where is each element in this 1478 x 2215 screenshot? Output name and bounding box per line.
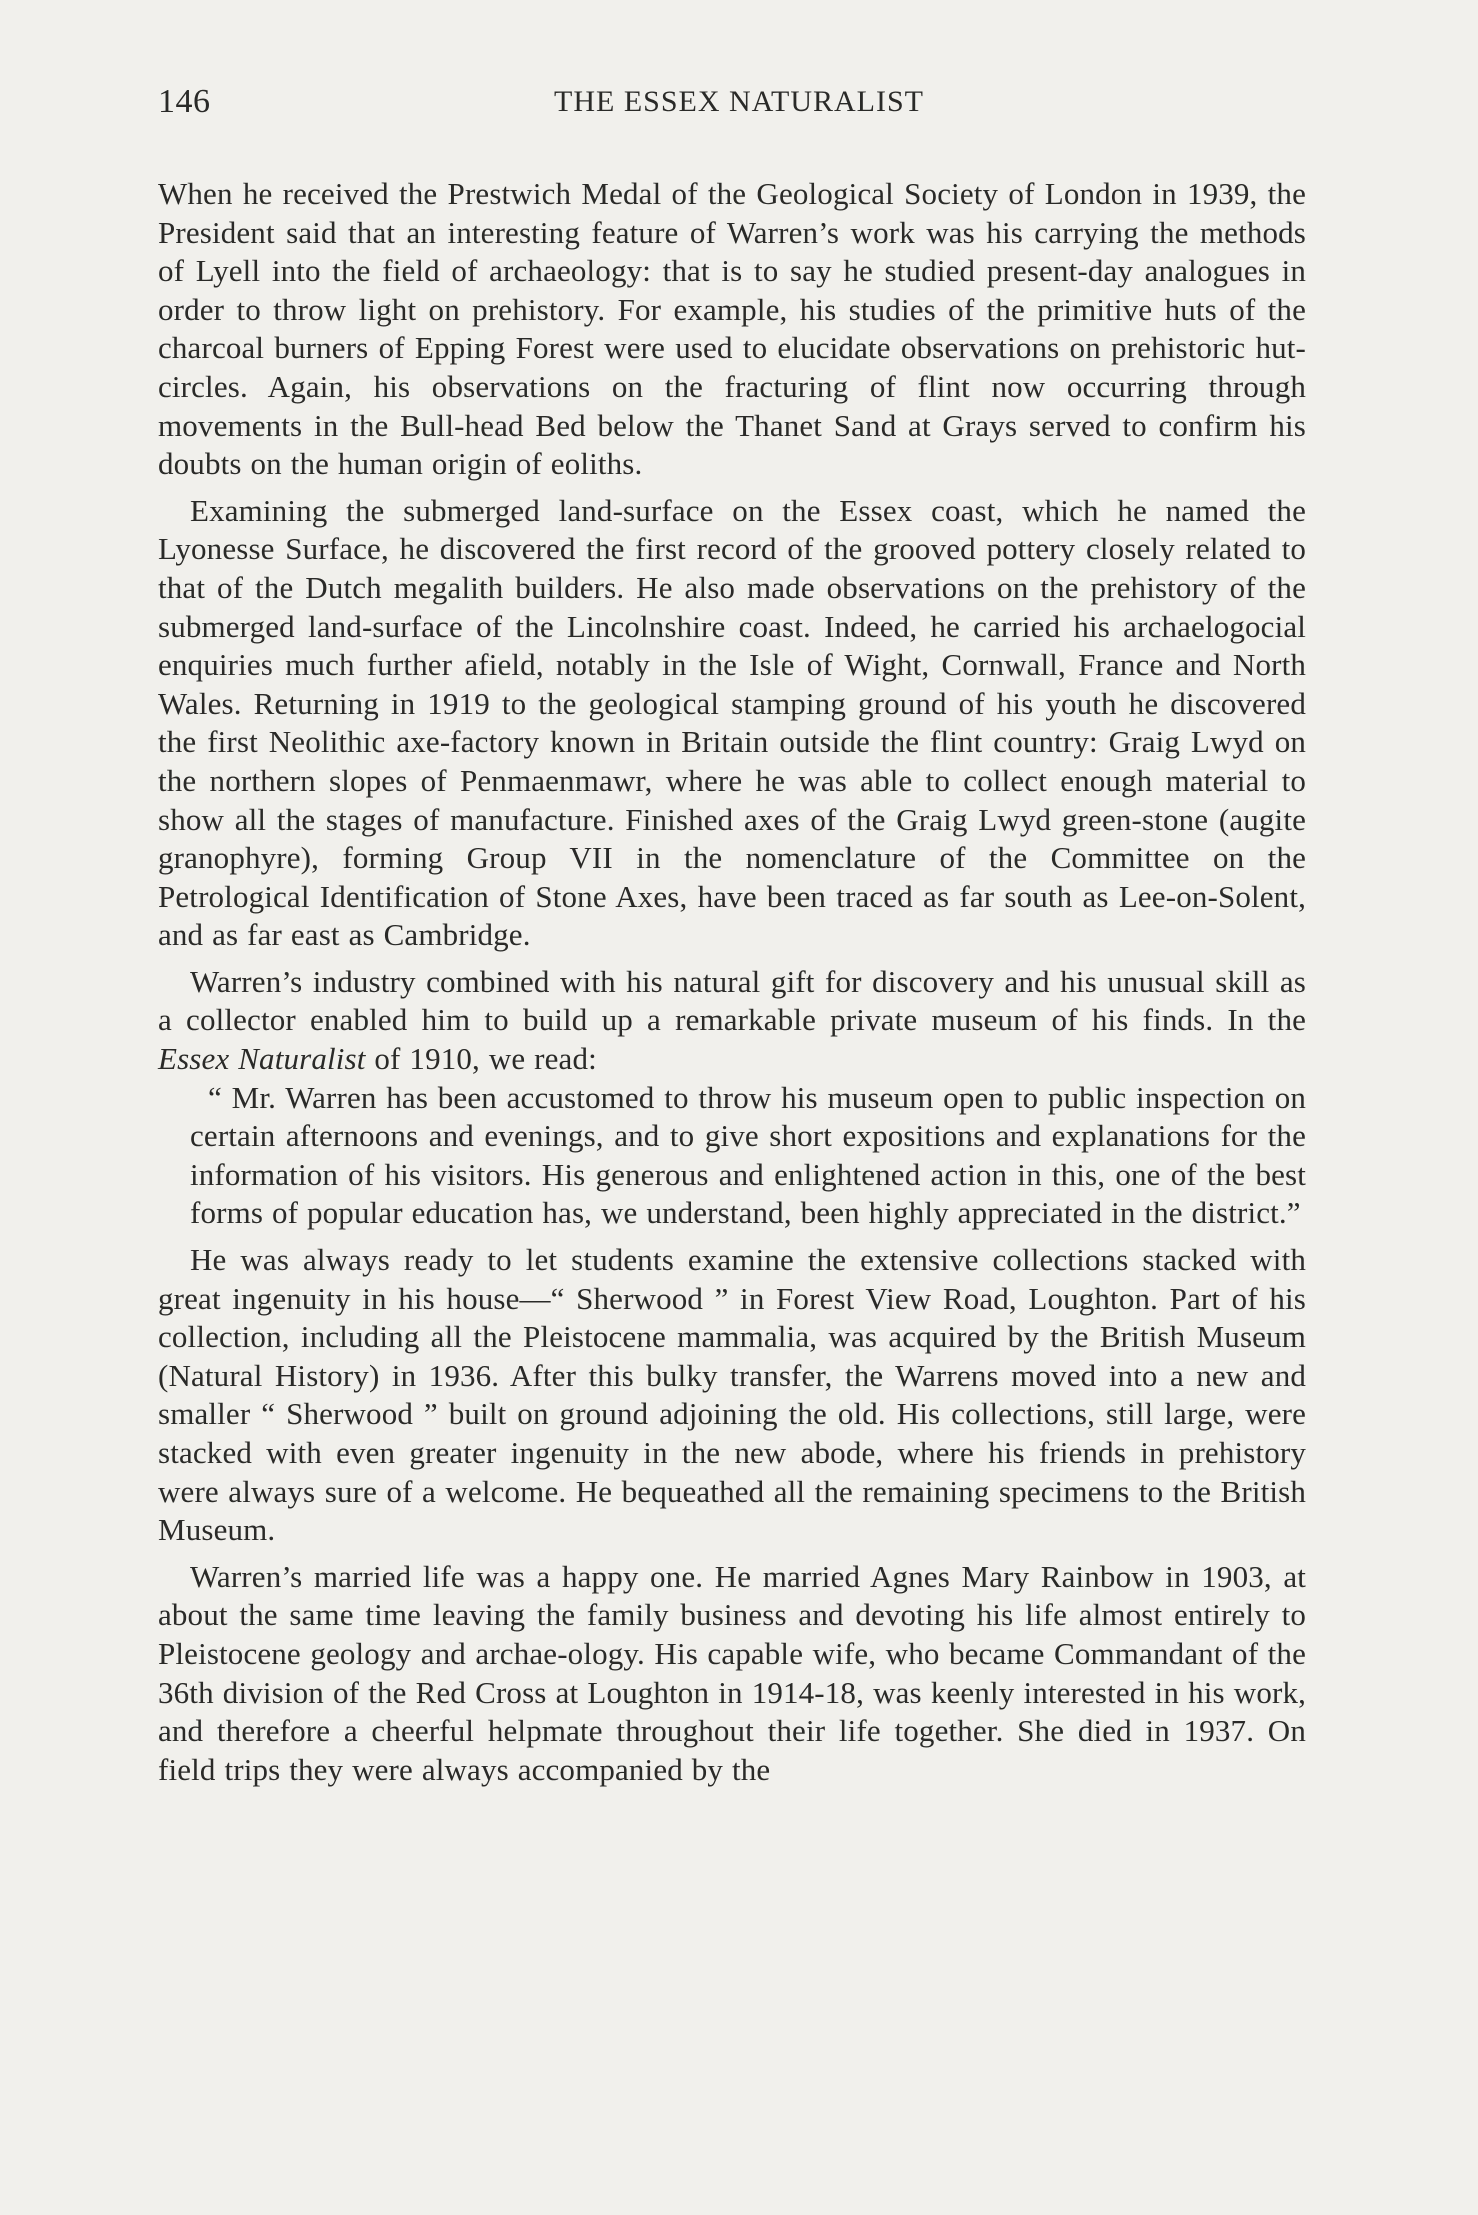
page-number: 146: [158, 83, 211, 120]
paragraph-lyonesse-surface: Examining the submerged land-surface on the Essex coast, which he named the Lyonesse Surface, he discovered the first record of the grooved pottery closely related to that of the Dutch megalith builders. He also made observations on the prehistory of the submerged land-surface of the Lincolnshire coast. Indeed, he carried his archaelogocial enquiries much further afield, notably in the Isle of Wight, Cornwall, France and North Wales. Returning in 1919 to the geological stamping ground of his youth he discovered the first Neolithic axe-factory known in Britain outside the flint country: Graig Lwyd on the northern slopes of Penmaenmawr, where he was able to collect enough material to show all the stages of manufacture. Finished axes of the Graig Lwyd green-stone (augite granophyre), forming Group VII in the nomenclature of the Committee on the Petrological Identification of Stone Axes, have been traced as far south as Lee-on-Solent, and as far east as Cambridge.: [158, 492, 1306, 953]
body-text: [158, 175, 1306, 1789]
paragraph-private-museum: [158, 963, 1306, 1079]
block-quotation: “ Mr. Warren has been accustomed to throw his museum open to public inspection on certain afternoons and evenings, and to give short expositions and explanations for the information of his visitors. His generous and enlightened action in this, one of the best forms of popular education has, we understand, been highly appreciated in the district.”: [190, 1079, 1306, 1231]
paragraph-sherwood-collections: He was always ready to let students examine the extensive collections stacked with great ingenuity in his house—“ Sherwood ” in Forest View Road, Loughton. Part of his collection, including all the Pleistocene mammalia, was acquired by the British Museum (Natural History) in 1936. After this bulky transfer, the Warrens moved into a new and smaller “ Sherwood ” built on ground adjoining the old. His collections, still large, were stacked with even greater ingenuity in the new abode, where his friends in prehistory were always sure of a welcome. He bequeathed all the remaining specimens to the British Museum.: [158, 1242, 1306, 1548]
paragraph-prestwich-medal: When he received the Prestwich Medal of the Geological Society of London in 1939, the President said that an interesting feature of Warren’s work was his carrying the methods of Lyell into the field of archaeology: that is to say he studied present-day analogues in order to throw light on prehistory. For example, his studies of the primitive huts of the charcoal burners of Epping Forest were used to elucidate observations on prehistoric hut-circles. Again, his observations on the fracturing of flint now occurring through movements in the Bull-head Bed below the Thanet Sand at Grays served to confirm his doubts on the human origin of eoliths.: [158, 176, 1306, 482]
paragraph-private-museum-text-1: Warren’s industry combined with his natural gift for discovery and his unusual skill as a collector enabled him to build up a remarkable private museum of his finds. In the: [158, 963, 1306, 1038]
journal-title-essex-naturalist: Essex Naturalist: [158, 1041, 366, 1077]
paragraph-private-museum-text-2: of 1910, we read:: [365, 1041, 597, 1077]
running-head: THE ESSEX NATURALIST: [554, 85, 924, 118]
paragraph-married-life: Warren’s married life was a happy one. He married Agnes Mary Rainbow in 1903, at about the same time leaving the family business and devoting his life almost entirely to Pleistocene geology and archae-ology. His capable wife, who became Commandant of the 36th division of the Red Cross at Loughton in 1914-18, was keenly interested in his work, and therefore a cheerful helpmate throughout their life together. She died in 1937. On field trips they were always accompanied by the: [158, 1558, 1306, 1787]
